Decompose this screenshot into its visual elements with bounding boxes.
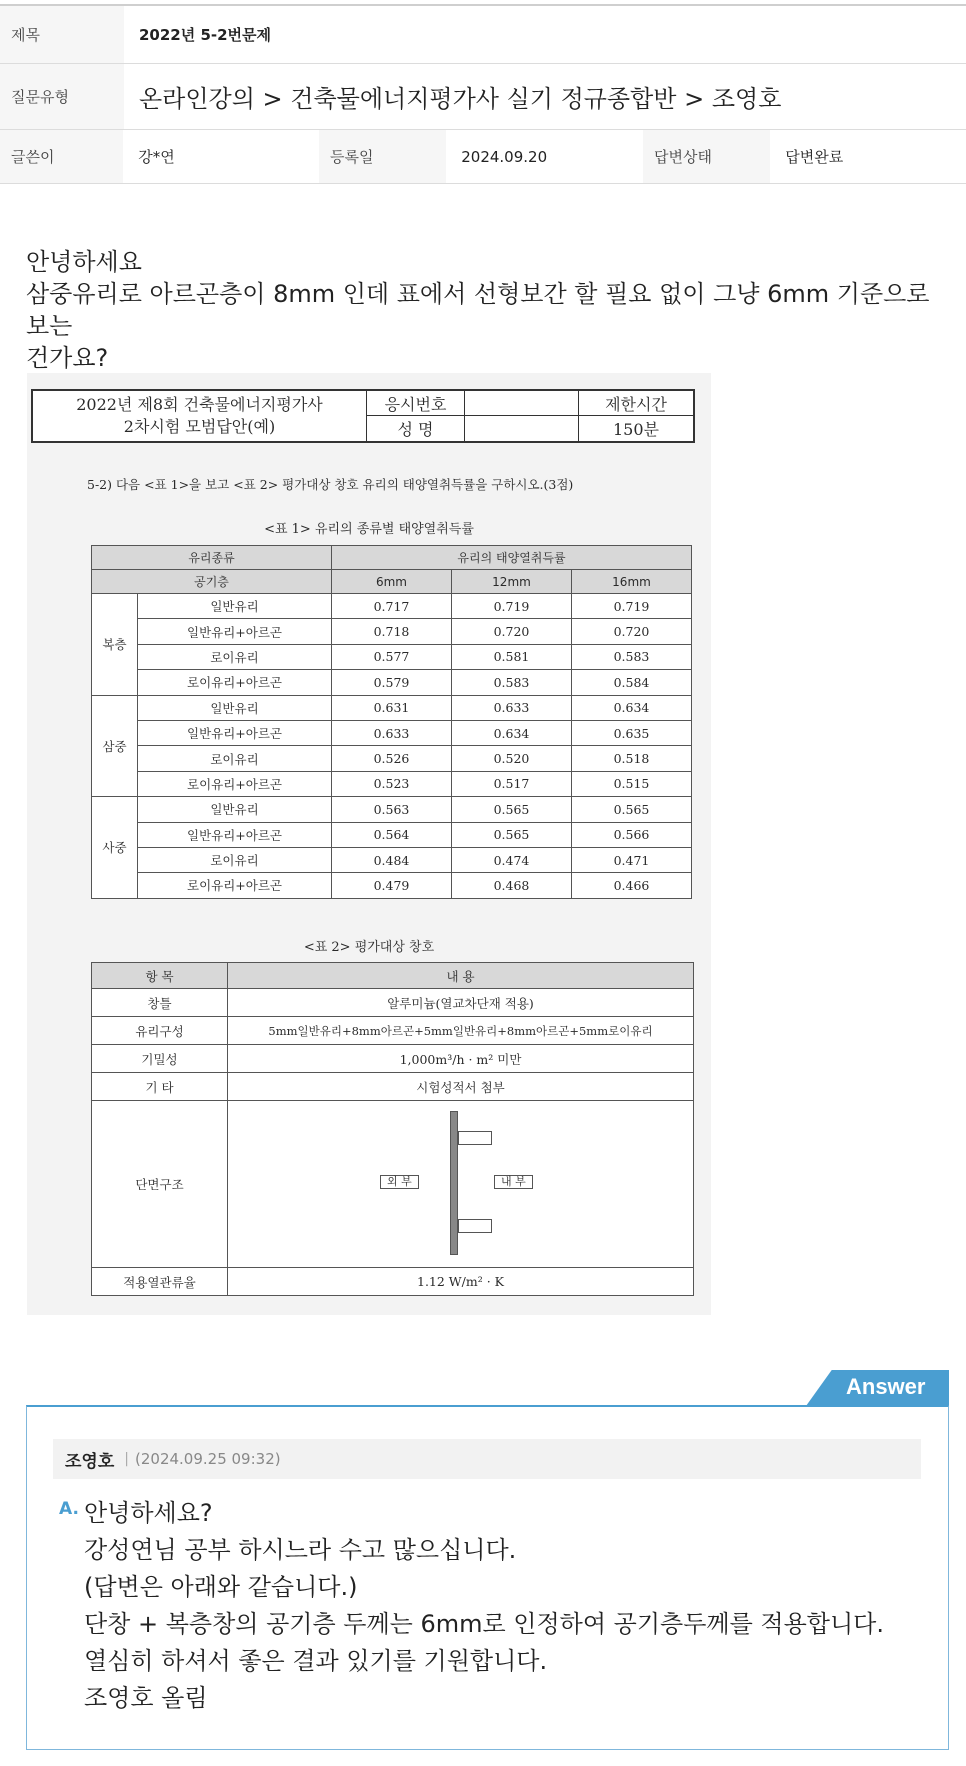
table-cell: 0.581 (452, 644, 572, 669)
table-cell: 0.564 (332, 822, 452, 847)
table-cell: 0.634 (452, 720, 572, 745)
answer-line: 조영호 올림 (84, 1684, 208, 1712)
table-cell: 0.471 (572, 847, 692, 872)
table-cell: 기밀성 (92, 1045, 228, 1073)
table-cell: 5mm일반유리+8mm아르곤+5mm일반유리+8mm아르곤+5mm로이유리 (228, 1017, 694, 1045)
table-header: 항 목 (92, 963, 228, 989)
table-cell: 0.583 (452, 670, 572, 695)
table-cell: 0.635 (572, 720, 692, 745)
table-header: 유리의 태양열취득률 (332, 546, 692, 570)
table-cell: 0.515 (572, 771, 692, 796)
table-cell: 0.719 (572, 594, 692, 619)
glass-kind: 로이유리 (138, 746, 332, 771)
frame-detail-box (458, 1219, 492, 1233)
table-row (92, 1268, 694, 1296)
category-label: 질문유형 (0, 64, 124, 129)
exam-title (33, 391, 367, 441)
table-cell: 0.566 (572, 822, 692, 847)
answer-line: 단창 + 복층창의 공기층 두께는 6mm로 인정하여 공기층두께를 적용합니다. (84, 1610, 884, 1638)
exam-title-line: 2차시험 모범답안(예) (123, 417, 276, 436)
name-label: 성 명 (367, 416, 465, 441)
table-row (92, 822, 692, 847)
table-row (92, 1073, 694, 1101)
answer-box (26, 1405, 949, 1750)
section-diagram (228, 1101, 693, 1267)
table-row (92, 594, 692, 619)
glass-kind: 로이유리+아르곤 (138, 771, 332, 796)
table-cell: 0.719 (452, 594, 572, 619)
table-cell: 시험성적서 첨부 (228, 1073, 694, 1101)
inside-label: 내 부 (494, 1175, 533, 1189)
table-cell: 적용열관류율 (92, 1268, 228, 1296)
author-label: 글쓴이 (0, 130, 123, 183)
table-cell: 0.720 (452, 619, 572, 644)
post-author: 강*연 (138, 148, 175, 166)
answer-line: (답변은 아래와 같습니다.) (84, 1573, 358, 1601)
glass-kind: 일반유리 (138, 594, 332, 619)
table-cell: 0.523 (332, 771, 452, 796)
time-label: 제한시간 (579, 391, 693, 416)
post-category: 온라인강의 > 건축물에너지평가사 실기 정규종합반 > 조영호 (139, 85, 782, 113)
post-meta-table (0, 4, 966, 184)
table-cell: 0.518 (572, 746, 692, 771)
table-cell: 1,000m³/h · m² 미만 (228, 1045, 694, 1073)
section-diagram-cell (228, 1101, 694, 1268)
question-line: 건가요? (26, 344, 109, 372)
group-label: 사중 (92, 797, 138, 899)
table-cell: 0.466 (572, 873, 692, 898)
window-frame-section (450, 1111, 458, 1255)
exam-question: 5-2) 다음 <표 1>을 보고 <표 2> 평가대상 창호 유리의 태양열취득률을 구하시오.(3점) (87, 477, 574, 492)
table-cell: 0.577 (332, 644, 452, 669)
time-value: 150분 (613, 420, 659, 439)
table-row (92, 797, 692, 822)
table-cell: 0.633 (452, 695, 572, 720)
answer-tab-label: Answer (846, 1374, 926, 1399)
answer-mark: A. (59, 1499, 79, 1519)
answer-body (84, 1495, 884, 1717)
table-cell: 0.468 (452, 873, 572, 898)
table-row (92, 873, 692, 898)
table-header: 16mm (572, 570, 692, 594)
glass-kind: 로이유리 (138, 644, 332, 669)
answerer-name: 조영호 (65, 1451, 115, 1472)
table-cell: 0.565 (572, 797, 692, 822)
answer-meta (53, 1439, 921, 1479)
table-cell: 창틀 (92, 989, 228, 1017)
meta-separator: | (124, 1451, 129, 1467)
table-cell: 유리구성 (92, 1017, 228, 1045)
outside-label: 외 부 (380, 1175, 419, 1189)
table-cell: 0.718 (332, 619, 452, 644)
table-header: 내 용 (228, 963, 694, 989)
table-row (92, 989, 694, 1017)
info-row (0, 130, 966, 184)
table-cell: 알루미늄(열교차단재 적용) (228, 989, 694, 1017)
exam-title-line: 2022년 제8회 건축물에너지평가사 (76, 395, 323, 414)
category-row (0, 64, 966, 130)
glass-kind: 일반유리 (138, 695, 332, 720)
answer-tab (806, 1370, 949, 1406)
glass-kind: 일반유리+아르곤 (138, 619, 332, 644)
table-row (92, 644, 692, 669)
table-cell: 0.563 (332, 797, 452, 822)
group-label: 삼중 (92, 695, 138, 797)
answer-line: 강성연님 공부 하시느라 수고 많으십니다. (84, 1536, 517, 1564)
name-value (465, 416, 579, 441)
glass-shgc-table (91, 545, 692, 899)
table-cell: 1.12 W/m² · K (228, 1268, 694, 1296)
question-line: 안녕하세요 (26, 248, 142, 276)
table-header: 유리종류 (92, 546, 332, 570)
table-row (92, 1101, 694, 1268)
table-row (92, 746, 692, 771)
glass-kind: 로이유리+아르곤 (138, 873, 332, 898)
exam-no-label: 응시번호 (367, 391, 465, 416)
attached-exam-image (27, 373, 711, 1315)
table-cell: 0.579 (332, 670, 452, 695)
answer-date: (2024.09.25 09:32) (135, 1450, 281, 1468)
answer-line: 안녕하세요? (84, 1499, 213, 1527)
table-row (92, 670, 692, 695)
table-cell: 0.565 (452, 797, 572, 822)
question-body (26, 246, 946, 374)
post-title: 2022년 5-2번문제 (139, 26, 272, 44)
table-row (92, 1017, 694, 1045)
glass-kind: 일반유리+아르곤 (138, 822, 332, 847)
question-line: 삼중유리로 아르곤층이 8mm 인데 표에서 선형보간 할 필요 없이 그냥 6mm 기준으로 보는 (26, 280, 930, 340)
table-header: 12mm (452, 570, 572, 594)
table-cell: 0.584 (572, 670, 692, 695)
glass-kind: 로이유리+아르곤 (138, 670, 332, 695)
table-row (92, 1045, 694, 1073)
table-cell: 기 타 (92, 1073, 228, 1101)
table-cell: 0.631 (332, 695, 452, 720)
answer-line: 열심히 하셔서 좋은 결과 있기를 기원합니다. (84, 1647, 548, 1675)
table-cell: 0.484 (332, 847, 452, 872)
title-row (0, 6, 966, 64)
table-cell: 0.565 (452, 822, 572, 847)
status-badge: 답변완료 (785, 148, 844, 166)
table-header: 공기층 (92, 570, 332, 594)
table1-caption: <표 1> 유리의 종류별 태양열취득률 (264, 522, 474, 537)
table-cell: 0.720 (572, 619, 692, 644)
table-cell: 0.517 (452, 771, 572, 796)
window-spec-table (91, 962, 694, 1296)
date-label: 등록일 (319, 130, 446, 183)
table-row (92, 720, 692, 745)
table-cell: 0.520 (452, 746, 572, 771)
status-label: 답변상태 (643, 130, 770, 183)
glass-kind: 로이유리 (138, 847, 332, 872)
glass-kind: 일반유리+아르곤 (138, 720, 332, 745)
table-cell: 0.526 (332, 746, 452, 771)
frame-detail-box (458, 1131, 492, 1145)
table-row (92, 847, 692, 872)
section-label: 단면구조 (92, 1101, 228, 1268)
group-label: 복층 (92, 594, 138, 696)
table-cell: 0.717 (332, 594, 452, 619)
table-header: 6mm (332, 570, 452, 594)
exam-header-box (31, 389, 695, 443)
table-row (92, 619, 692, 644)
table-cell: 0.634 (572, 695, 692, 720)
table-cell: 0.633 (332, 720, 452, 745)
table-row (92, 695, 692, 720)
post-date: 2024.09.20 (461, 147, 548, 166)
exam-no-value (465, 391, 579, 416)
title-label: 제목 (0, 6, 124, 63)
glass-kind: 일반유리 (138, 797, 332, 822)
table-cell: 0.583 (572, 644, 692, 669)
table-row (92, 771, 692, 796)
table-cell: 0.479 (332, 873, 452, 898)
table-cell: 0.474 (452, 847, 572, 872)
table2-caption: <표 2> 평가대상 창호 (303, 940, 435, 955)
